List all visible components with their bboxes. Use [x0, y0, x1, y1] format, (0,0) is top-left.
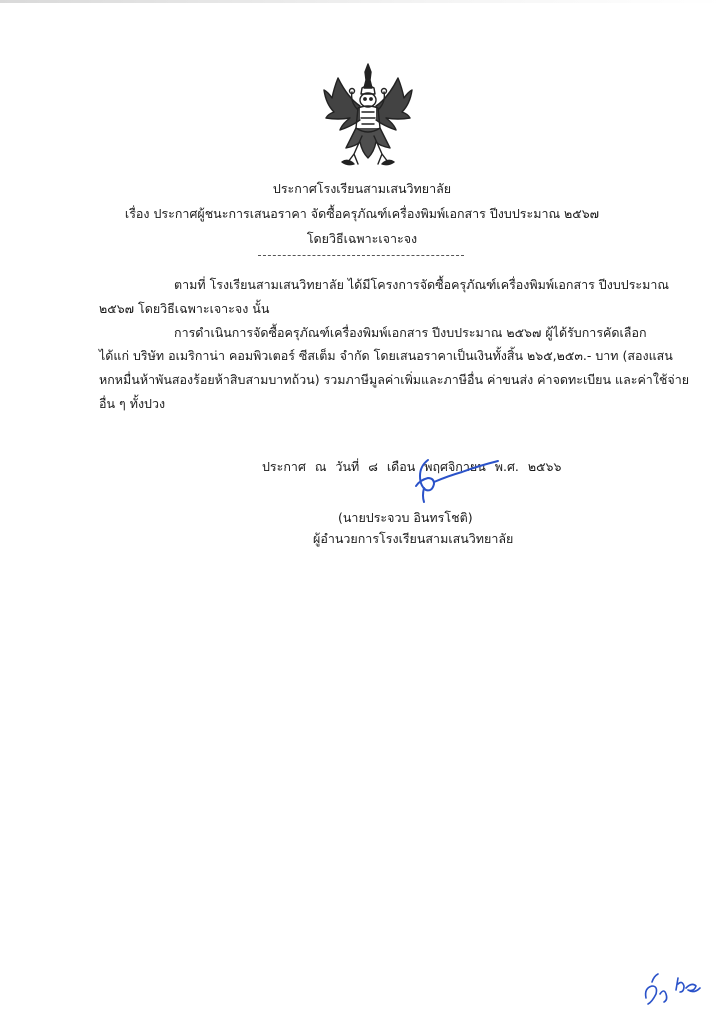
announcement-date: ประกาศ ณ วันที่ ๘ เดือน พฤศจิกายน พ.ศ. ๒๕๖๖ — [262, 459, 562, 474]
handwritten-signature — [398, 452, 508, 504]
announcement-method: โดยวิธีเฉพาะเจาะจง — [306, 231, 418, 246]
paragraph-2-line-4: อื่น ๆ ทั้งปวง — [99, 396, 166, 411]
paragraph-2-line-2: ได้แก่ บริษัท อเมริกาน่า คอมพิวเตอร์ ซีสเต็ม จำกัด โดยเสนอราคาเป็นเงินทั้งสิ้น ๒๖๕,๒๕๓.- บาท (สองแสน — [99, 348, 673, 363]
signer-name: (นายประจวบ อินทรโชติ) — [338, 510, 473, 525]
title-divider — [258, 255, 464, 256]
announcement-subject: เรื่อง ประกาศผู้ชนะการเสนอราคา จัดซื้อครุภัณฑ์เครื่องพิมพ์เอกสาร ปีงบประมาณ ๒๕๖๗ — [124, 206, 600, 221]
paragraph-2-line-3: หกหมื่นห้าพันสองร้อยห้าสิบสามบาทถ้วน) รวมภาษีมูลค่าเพิ่มและภาษีอื่น ค่าขนส่ง ค่าจดทะเบียน และค่าใช้จ่าย — [99, 372, 690, 387]
paragraph-1-line-2: ๒๕๖๗ โดยวิธีเฉพาะเจาะจง นั้น — [99, 301, 270, 316]
scan-top-edge — [0, 0, 724, 3]
signer-position: ผู้อำนวยการโรงเรียนสามเสนวิทยาลัย — [313, 531, 514, 546]
announcement-title: ประกาศโรงเรียนสามเสนวิทยาลัย — [272, 181, 452, 196]
paragraph-2-line-1: การดำเนินการจัดซื้อครุภัณฑ์เครื่องพิมพ์เอกสาร ปีงบประมาณ ๒๕๖๗ ผู้ได้รับการคัดเลือก — [174, 325, 647, 340]
garuda-emblem-icon — [320, 62, 416, 172]
handwritten-initials — [638, 964, 708, 1008]
paragraph-1-line-1: ตามที่ โรงเรียนสามเสนวิทยาลัย ได้มีโครงการจัดซื้อครุภัณฑ์เครื่องพิมพ์เอกสาร ปีงบประมาณ — [174, 277, 669, 292]
